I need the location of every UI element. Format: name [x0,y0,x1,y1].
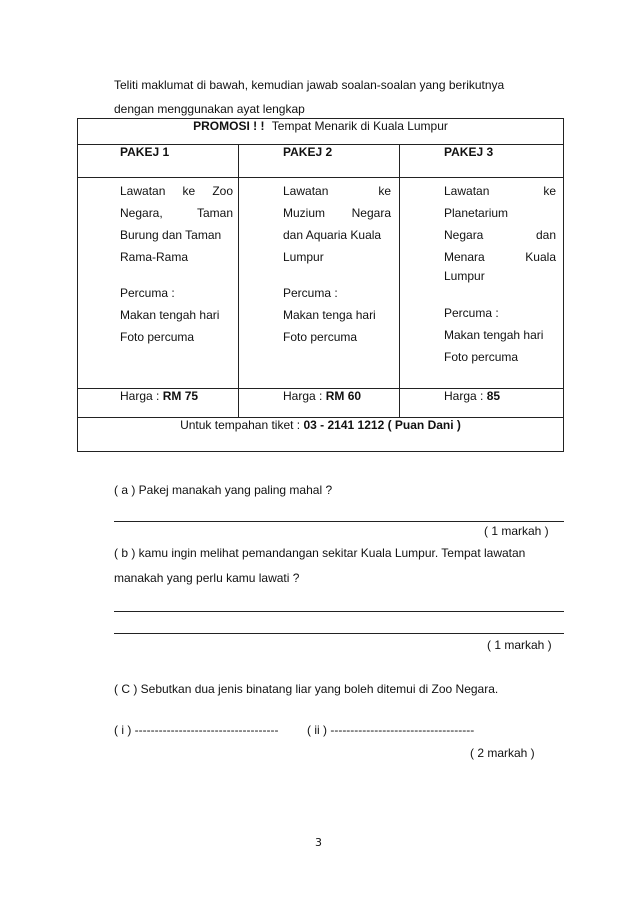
promo-title-rest: Tempat Menarik di Kuala Lumpur [271,119,448,133]
pakej-3-price: Harga : 85 [444,389,501,403]
pakej-1-free-label: Percuma : [120,286,175,300]
header-pakej-3: PAKEJ 3 [444,145,494,159]
booking-info [78,418,564,452]
pakej-3-desc-line: Menara Kuala [444,250,556,264]
promo-title-bold: PROMOSI ! ! [193,119,265,133]
pakej-3-free-item: Foto percuma [444,350,519,364]
intro-line-1: Teliti maklumat di bawah, kemudian jawab soalan-soalan yang berikutnya [114,78,505,92]
pakej-3-desc-line: Planetarium [444,206,509,220]
answer-line-a [114,521,564,522]
promo-table [77,118,564,452]
pakej-2-desc-line: Lawatan ke [283,184,391,198]
marks-c: ( 2 markah ) [470,746,535,760]
pakej-2-free-item: Makan tenga hari [283,308,376,322]
booking-contact: 03 - 2141 1212 ( Puan Dani ) [303,418,461,432]
pakej-1-desc-line: Burung dan Taman [120,228,222,242]
pakej-2-free-item: Foto percuma [283,330,358,344]
pakej-2-free-label: Percuma : [283,286,338,300]
pakej-1-desc-line: Lawatan ke Zoo [120,184,233,198]
page-number: 3 [315,836,322,849]
question-b-line-2: manakah yang perlu kamu lawati ? [114,571,300,585]
pakej-2-desc-line: dan Aquaria Kuala [283,228,382,242]
pakej-3-free-label: Percuma : [444,306,499,320]
intro-line-2: dengan menggunakan ayat lengkap [114,102,305,116]
pakej-2-desc-line: Muzium Negara [283,206,391,220]
pakej-1-free-item: Foto percuma [120,330,195,344]
pakej-2-details [239,180,399,348]
answer-line-b-2 [114,633,564,634]
pakej-3-desc-line: Negara dan [444,228,556,242]
pakej-2-price: Harga : RM 60 [283,389,362,403]
pakej-1-desc-line: Negara, Taman [120,206,233,220]
pakej-1-free-item: Makan tengah hari [120,308,220,322]
pakej-3-desc-line: Lawatan ke [444,184,556,198]
answer-c-i: ( i ) ------------------------------------ [114,723,279,737]
question-a: ( a ) Pakej manakah yang paling mahal ? [114,483,333,497]
answer-c-ii: ( ii ) ------------------------------------ [307,723,475,737]
pakej-3-free-item: Makan tengah hari [444,328,544,342]
pakej-1-details [78,180,238,348]
pakej-3-desc-line: Lumpur [444,269,485,283]
marks-b: ( 1 markah ) [487,638,552,652]
pakej-3-details [400,180,563,368]
question-c: ( C ) Sebutkan dua jenis binatang liar yang boleh ditemui di Zoo Negara. [114,682,499,696]
booking-label: Untuk tempahan tiket : [180,418,301,432]
marks-a: ( 1 markah ) [484,524,549,538]
header-pakej-2: PAKEJ 2 [283,145,333,159]
answer-line-b-1 [114,611,564,612]
promo-title [78,119,564,145]
pakej-1-desc-line: Rama-Rama [120,250,189,264]
pakej-2-desc-line: Lumpur [283,250,324,264]
header-pakej-1: PAKEJ 1 [120,145,170,159]
question-b-line-1: ( b ) kamu ingin melihat pemandangan sekitar Kuala Lumpur. Tempat lawatan [114,546,526,560]
pakej-1-price: Harga : RM 75 [120,389,199,403]
